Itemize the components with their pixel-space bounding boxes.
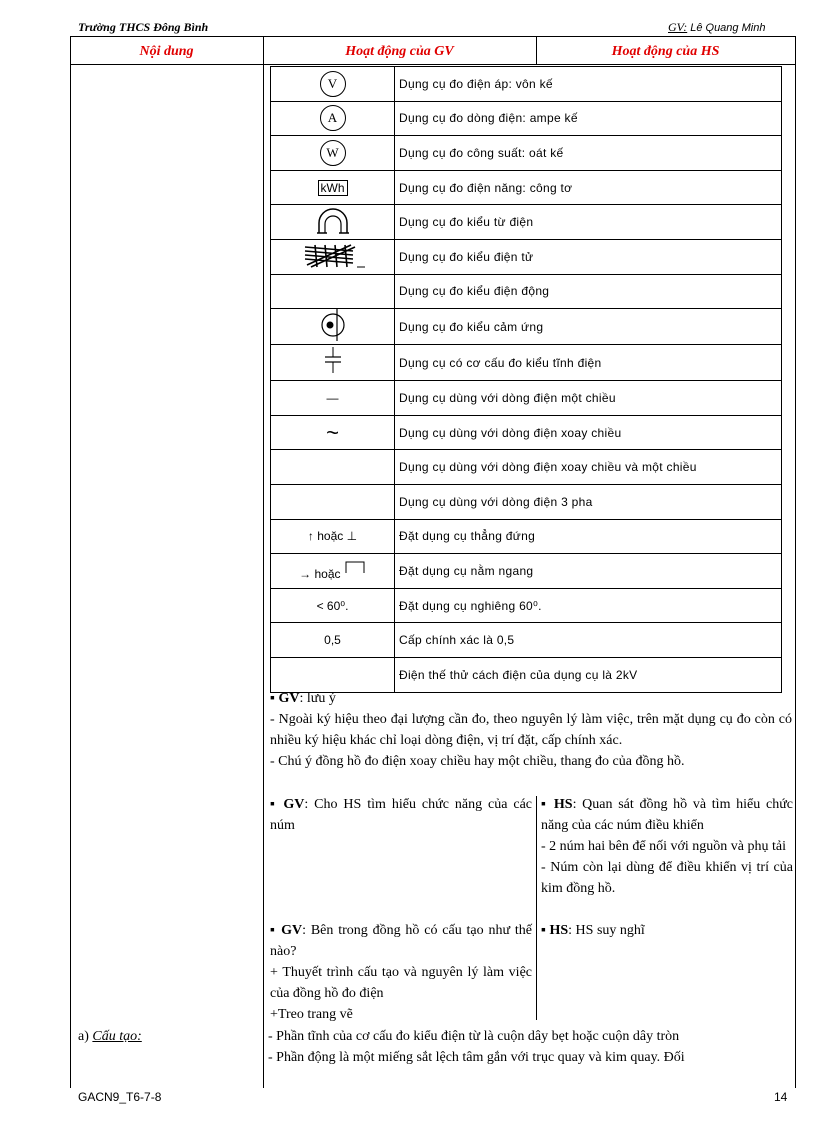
row-description: Dụng cụ đo dòng điện: ampe kế	[395, 101, 782, 136]
column-header-teacher: Hoạt động của GV	[345, 44, 454, 59]
row-description: Đặt dụng cụ nghiêng 60⁰.	[395, 588, 782, 623]
table-row	[271, 170, 782, 205]
table-row	[271, 623, 782, 658]
row-description: Dụng cụ đo kiểu cảm ứng	[395, 309, 782, 345]
gv-activity-1: ▪ GV: Cho HS tìm hiểu chức năng của các núm	[270, 797, 533, 833]
table-row	[271, 554, 782, 589]
gv-activity-2-line-2: + Thuyết trình cấu tạo và nguyên lý làm việc của đồng hồ đo điện	[270, 965, 532, 1001]
teacher-name: Lê Quang Minh	[690, 22, 766, 34]
electrodynamic-icon	[271, 274, 395, 309]
content-divider	[263, 36, 264, 1088]
wattmeter-icon: W	[320, 140, 346, 166]
horizontal-bracket-icon	[344, 560, 366, 574]
teacher-signature	[668, 20, 765, 35]
table-row	[271, 484, 782, 519]
section-a-body	[268, 1026, 794, 1068]
hs-activity-1: ▪ HS: Quan sát đồng hồ và tìm hiểu chức năng của các núm điều khiển - 2 núm hai bên để nối với nguồn và phụ tải - Núm còn lại dùng để điều khiển vị trí của kim đồng hồ.	[541, 794, 793, 899]
right-border	[795, 36, 796, 1088]
row-description: Dụng cụ đo kiểu từ điện	[395, 205, 782, 240]
row-description: Đặt dụng cụ nằm ngang	[395, 554, 782, 589]
school-name: Trường THCS Đông Bình	[78, 20, 209, 34]
table-row	[271, 657, 782, 692]
gv-activity-2: ▪ GV: Bên trong đồng hồ có cấu tạo như thế nào? + Thuyết trình cấu tạo và nguyên lý làm việc của đồng hồ đo điện +Treo trang vẽ	[270, 920, 532, 1025]
electrostatic-icon	[318, 345, 348, 377]
row-description: Dụng cụ đo điện áp: vôn kế	[395, 67, 782, 102]
page-number: 14	[774, 1090, 788, 1104]
column-header-student: Hoạt động của HS	[611, 44, 720, 59]
ammeter-icon: A	[320, 105, 346, 131]
row-description: Đặt dụng cụ thẳng đứng	[395, 519, 782, 554]
row-description: Dụng cụ dùng với dòng điện xoay chiều	[395, 415, 782, 450]
magnetoelectric-icon	[313, 207, 353, 235]
table-row	[271, 519, 782, 554]
row-description: Dụng cụ đo điện năng: công tơ	[395, 170, 782, 205]
note-line-2: - Chú ý đồng hồ đo điện xoay chiều hay một chiều, thang đo của đồng hồ.	[270, 754, 685, 769]
row-description: Dụng cụ dùng với dòng điện một chiều	[395, 381, 782, 416]
row-description: Điện thế thử cách điện của dụng cụ là 2kV	[395, 657, 782, 692]
teacher-label: GV:	[668, 20, 688, 34]
table-row	[271, 450, 782, 485]
row-description: Dụng cụ đo kiểu điện động	[395, 274, 782, 309]
table-row	[271, 239, 782, 274]
gv-note: ▪ GV: lưu ý - Ngoài ký hiệu theo đại lượng cần đo, theo nguyên lý làm việc, trên mặt dụng cụ đo còn có nhiều ký hiệu khác chỉ loại dòng điện, vị trí đặt, cấp chính xác. - Chú ý đồng hồ đo điện xoay chiều hay một chiều, thang đo của đồng hồ.	[270, 688, 792, 772]
voltmeter-icon: V	[320, 71, 346, 97]
section-a-title: Cấu tạo:	[92, 1029, 142, 1044]
row-description: Dụng cụ đo công suất: oát kế	[395, 136, 782, 171]
table-row	[271, 274, 782, 309]
hs-activity-2: ▪ HS: HS suy nghĩ	[541, 923, 645, 938]
horizontal-position-icon: → hoặc	[299, 567, 341, 582]
ac-dc-icon	[271, 450, 395, 485]
section-a-line-1: - Phần tĩnh của cơ cấu đo kiểu điện từ là cuộn dây bẹt hoặc cuộn dây tròn	[268, 1029, 680, 1044]
left-border	[70, 36, 71, 1088]
table-row	[271, 381, 782, 416]
section-a-heading: a) Cấu tạo:	[78, 1029, 142, 1044]
symbol-table	[270, 66, 782, 693]
doc-code: GACN9_T6-7-8	[78, 1090, 162, 1104]
row-description: Dụng cụ dùng với dòng điện 3 pha	[395, 484, 782, 519]
header-rule	[70, 36, 795, 37]
insulation-test-icon	[271, 657, 395, 692]
three-phase-icon	[271, 484, 395, 519]
activity-divider	[536, 796, 537, 1020]
table-row	[271, 345, 782, 381]
row-description: Dụng cụ có cơ cấu đo kiểu tĩnh điện	[395, 345, 782, 381]
table-row	[271, 205, 782, 240]
hs-activity-1-line-3: - Núm còn lại dùng để điều khiển vị trí của kim đồng hồ.	[541, 860, 793, 896]
table-row	[271, 67, 782, 102]
row-description: Dụng cụ đo kiểu điện tử	[395, 239, 782, 274]
table-row	[271, 415, 782, 450]
accuracy-class-icon: 0,5	[324, 633, 341, 648]
dc-icon: —	[326, 390, 339, 405]
table-row	[271, 136, 782, 171]
induction-meter-icon	[313, 309, 353, 341]
energy-meter-icon: kWh	[318, 180, 348, 196]
table-row	[271, 101, 782, 136]
gv-label: GV	[278, 691, 300, 706]
column-header-rule	[70, 64, 795, 65]
note-line-1: - Ngoài ký hiệu theo đại lượng cần đo, theo nguyên lý làm việc, trên mặt dụng cụ đo còn có nhiều ký hiệu khác chỉ loại dòng điện, vị trí đặt, cấp chính xác.	[270, 712, 792, 748]
table-row	[271, 309, 782, 345]
column-header-content: Nội dung	[139, 44, 194, 59]
hs-activity-1-line-2: - 2 núm hai bên để nối với nguồn và phụ tải	[541, 839, 786, 854]
tilt-position-icon: < 60⁰.	[316, 598, 349, 613]
electronic-meter-icon	[301, 241, 365, 269]
vertical-position-icon: ↑ hoặc ⊥	[307, 529, 358, 544]
row-description: Cấp chính xác là 0,5	[395, 623, 782, 658]
gv-activity-2-line-3: +Treo trang vẽ	[270, 1007, 353, 1022]
section-a-line-2: - Phần động là một miếng sắt lệch tâm gắn với trục quay và kim quay. Đối	[268, 1050, 685, 1065]
row-description: Dụng cụ dùng với dòng điện xoay chiều và một chiều	[395, 450, 782, 485]
ac-icon: ~	[326, 419, 339, 445]
table-row	[271, 588, 782, 623]
